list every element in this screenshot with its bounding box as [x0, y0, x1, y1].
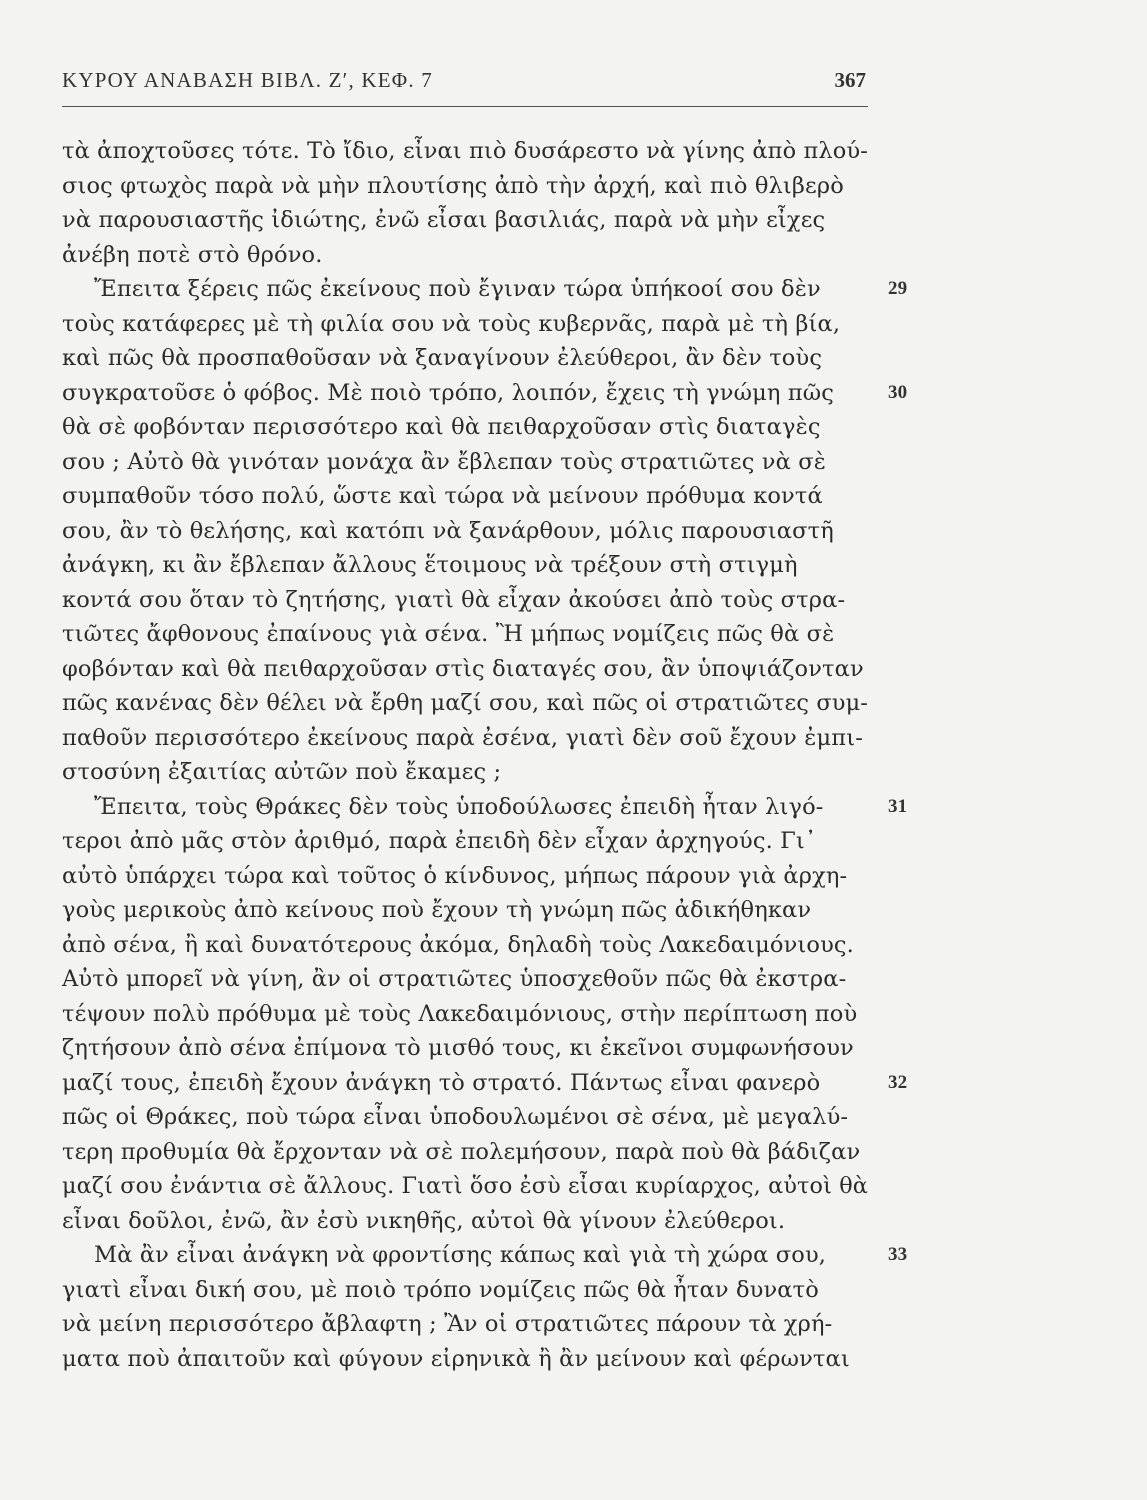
section-number: 29 [888, 278, 908, 299]
text-line: εἶναι δοῦλοι, ἐνῶ, ἂν ἐσὺ νικηθῆς, αὐτοὶ θὰ γίνουν ἐλεύθεροι. [62, 1207, 786, 1234]
text-line: Ἔπειτα ξέρεις πῶς ἐκείνους ποὺ ἔγιναν τώρα ὑπήκοοί σου δὲν 29 [62, 272, 882, 307]
text-line: Μὰ ἂν εἶναι ἀνάγκη νὰ φροντίσης κάπως καὶ γιὰ τὴ χώρα σου, 33 [62, 1238, 882, 1273]
text-line: συγκρατοῦσε ὁ φόβος. Μὲ ποιὸ τρόπο, λοιπόν, ἔχεις τὴ γνώμη πῶς 30 [62, 376, 882, 411]
text-line: μαζί τους, ἐπειδὴ ἔχουν ἀνάγκη τὸ στρατό. Πάντως εἶναι φανερὸ 32 [62, 1066, 882, 1101]
text-line: τὰ ἀποχτοῦσες τότε. Τὸ ἴδιο, εἶναι πιὸ δυσάρεστο νὰ γίνης ἀπὸ πλού- [62, 138, 868, 164]
text-line: νὰ παρουσιαστῆς ἰδιώτης, ἐνῶ εἶσαι βασιλιάς, παρὰ νὰ μὴν εἶχες [62, 207, 826, 233]
text-line: ἀπὸ σένα, ἢ καὶ δυνατότερους ἀκόμα, δηλαδὴ τοὺς Λακεδαιμόνιους. [62, 931, 854, 958]
page-header [62, 68, 866, 104]
text-line: Ἔπειτα, τοὺς Θράκες δὲν τοὺς ὑποδούλωσες ἐπειδὴ ἦταν λιγό- 31 [62, 790, 882, 825]
body-text [62, 134, 908, 1376]
text-line: μαζί σου ἐνάντια σὲ ἄλλους. Γιατὶ ὅσο ἐσὺ εἶσαι κυρίαρχος, αὐτοὶ θὰ [62, 1173, 869, 1199]
text-line: τέψουν πολὺ πρόθυμα μὲ τοὺς Λακεδαιμόνιους, στὴν περίπτωση ποὺ [62, 1000, 858, 1027]
text-line: ἀνάγκη, κι ἂν ἔβλεπαν ἄλλους ἕτοιμους νὰ τρέξουν στὴ στιγμὴ [62, 552, 798, 578]
text-line: γιατὶ εἶναι δική σου, μὲ ποιὸ τρόπο νομίζεις πῶς θὰ ἦταν δυνατὸ [62, 1276, 819, 1303]
text-line: αὐτὸ ὑπάρχει τώρα καὶ τοῦτος ὁ κίνδυνος, μήπως πάρουν γιὰ ἀρχη- [62, 862, 848, 889]
text-line: τεροι ἀπὸ μᾶς στὸν ἀριθμό, παρὰ ἐπειδὴ δὲν εἶχαν ἀρχηγούς. Γι᾽ [62, 828, 817, 854]
text-line: ζητήσουν ἀπὸ σένα ἐπίμονα τὸ μισθό τους, κι ἐκεῖνοι συμφωνήσουν [62, 1035, 854, 1061]
text-line: νὰ μείνη περισσότερο ἄβλαφτη ; Ἂν οἱ στρατιῶτες πάρουν τὰ χρή- [62, 1311, 833, 1337]
text-line: πῶς οἱ Θράκες, ποὺ τώρα εἶναι ὑποδουλωμένοι σὲ σένα, μὲ μεγαλύ- [62, 1104, 849, 1130]
text-line: σιος φτωχὸς παρὰ νὰ μὴν πλουτίσης ἀπὸ τὴν ἀρχή, καὶ πιὸ θλιβερὸ [62, 172, 844, 199]
text-line: Αὐτὸ μπορεῖ νὰ γίνη, ἂν οἱ στρατιῶτες ὑποσχεθοῦν πῶς θὰ ἐκστρα- [62, 966, 847, 992]
text-line: πῶς κανένας δὲν θέλει νὰ ἔρθη μαζί σου, καὶ πῶς οἱ στρατιῶτες συμ- [62, 690, 869, 716]
text-line: σου, ἂν τὸ θελήσης, καὶ κατόπι νὰ ξανάρθουν, μόλις παρουσιαστῆ [62, 517, 834, 544]
header-rule [62, 106, 868, 107]
section-number: 31 [888, 795, 908, 817]
text-line: φοβόνταν καὶ θὰ πειθαρχοῦσαν στὶς διαταγές σου, ἂν ὑποψιάζονταν [62, 655, 864, 682]
text-line: τιῶτες ἄφθονους ἐπαίνους γιὰ σένα. Ἢ μήπως νομίζεις πῶς θὰ σὲ [62, 621, 835, 647]
running-title: ΚΥΡΟΥ ΑΝΑΒΑΣΗ ΒΙΒΛ. Ζʹ, ΚΕΦ. 7 [62, 68, 433, 92]
text-line: θὰ σὲ φοβόνταν περισσότερο καὶ θὰ πειθαρχοῦσαν στὶς διαταγὲς [62, 414, 821, 440]
text-line: καὶ πῶς θὰ προσπαθοῦσαν νὰ ξαναγίνουν ἐλεύθεροι, ἂν δὲν τοὺς [62, 345, 823, 371]
text-line: γοὺς μερικοὺς ἀπὸ κείνους ποὺ ἔχουν τὴ γνώμη πῶς ἀδικήθηκαν [62, 897, 812, 923]
section-number: 32 [888, 1071, 908, 1093]
text-line: τοὺς κατάφερες μὲ τὴ φιλία σου νὰ τοὺς κυβερνᾶς, παρὰ μὲ τὴ βία, [62, 310, 841, 337]
text-line: ἀνέβη ποτὲ στὸ θρόνο. [62, 241, 323, 268]
text-line: τερη προθυμία θὰ ἔρχονταν νὰ σὲ πολεμήσουν, παρὰ ποὺ θὰ βάδιζαν [62, 1138, 861, 1165]
text-line: ματα ποὺ ἀπαιτοῦν καὶ φύγουν εἰρηνικὰ ἢ ἂν μείνουν καὶ φέρωνται [62, 1345, 850, 1372]
text-line: κοντά σου ὅταν τὸ ζητήσης, γιατὶ θὰ εἶχαν ἀκούσει ἀπὸ τοὺς στρα- [62, 586, 846, 613]
text-line: συμπαθοῦν τόσο πολύ, ὥστε καὶ τώρα νὰ μείνουν πρόθυμα κοντά [62, 483, 823, 509]
text-line: σου ; Αὐτὸ θὰ γινόταν μονάχα ἂν ἔβλεπαν τοὺς στρατιῶτες νὰ σὲ [62, 448, 826, 475]
page-number: 367 [834, 68, 866, 92]
text-line: στοσύνη ἐξαιτίας αὐτῶν ποὺ ἔκαμες ; [62, 759, 502, 785]
section-number: 30 [888, 381, 908, 403]
section-number: 33 [888, 1244, 908, 1265]
text-line: παθοῦν περισσότερο ἐκείνους παρὰ ἐσένα, γιατὶ δὲν σοῦ ἔχουν ἐμπι- [62, 724, 863, 751]
